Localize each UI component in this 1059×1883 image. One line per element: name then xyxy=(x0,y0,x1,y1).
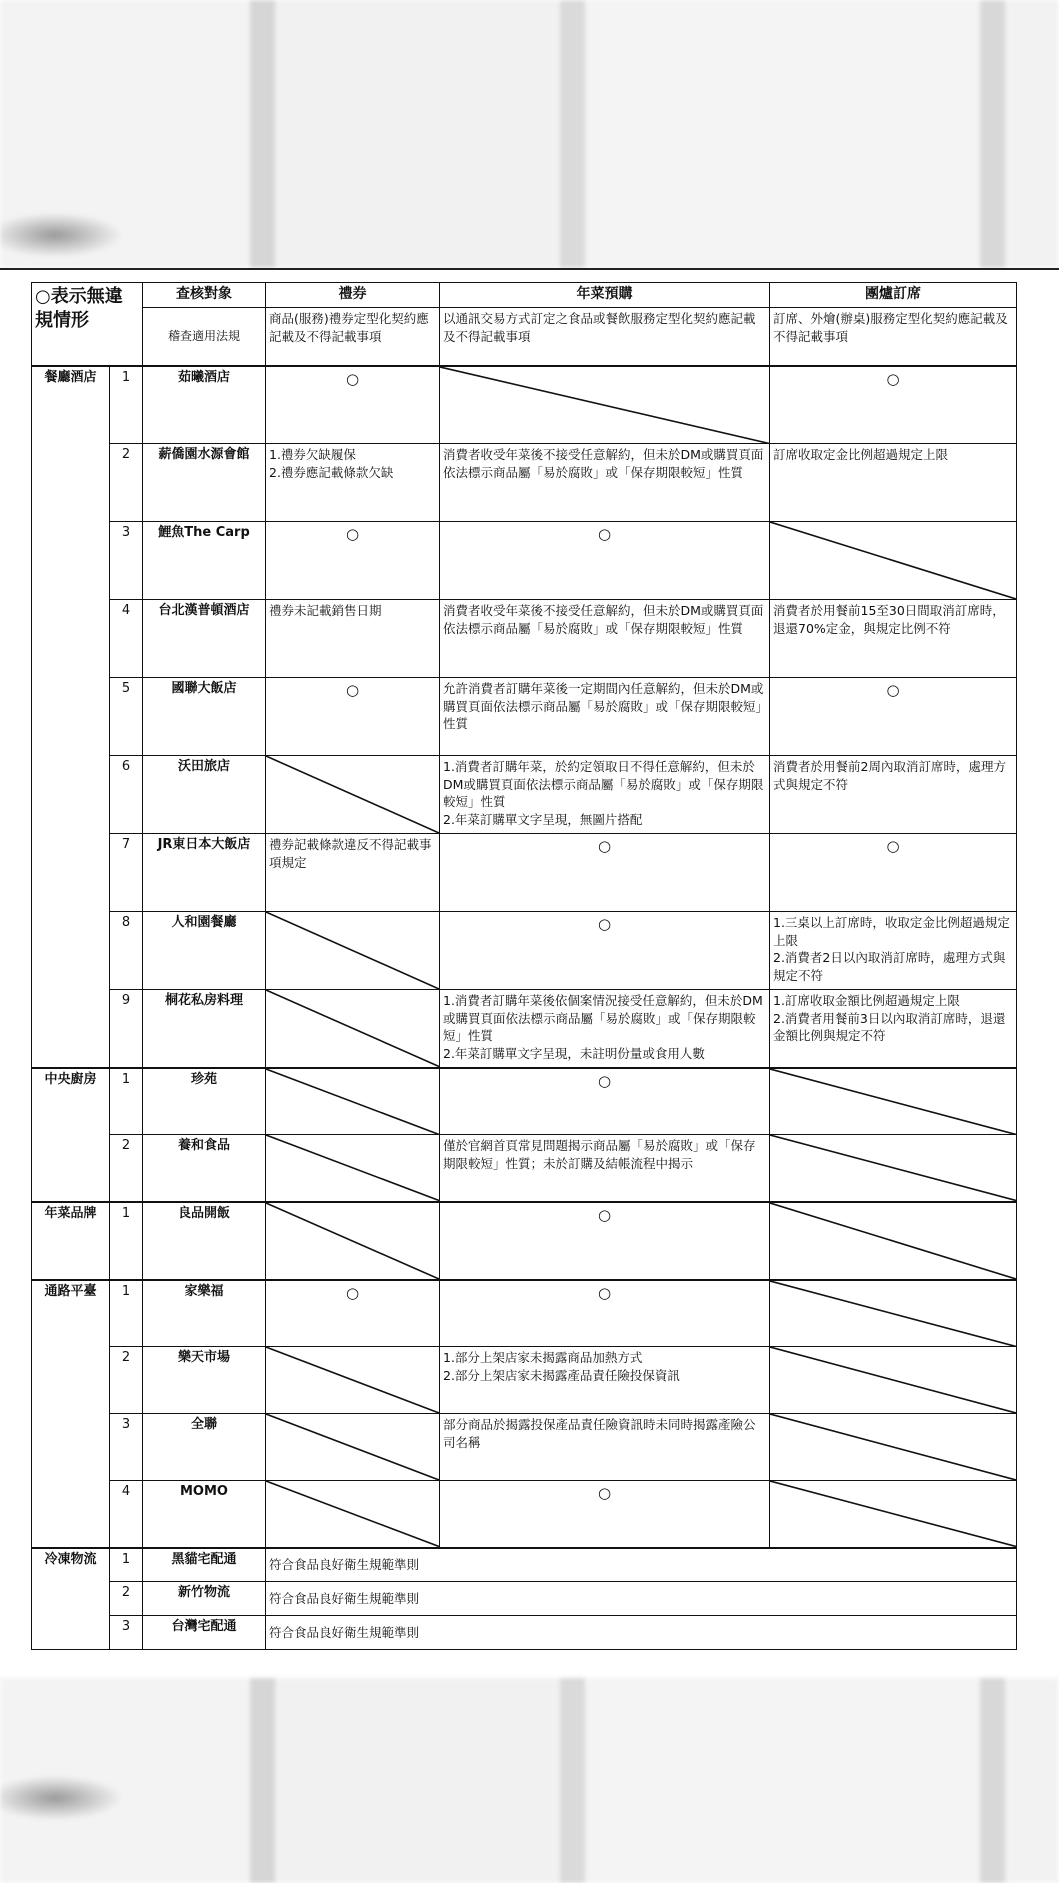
row-number: 1 xyxy=(110,1068,143,1135)
header-row-laws xyxy=(32,308,1017,366)
compliance-note: 符合食品良好衛生規範準則 xyxy=(266,1582,1017,1616)
finding-line: 消費者收受年菜後不接受任意解約，但未於DM或購買頁面依法標示商品屬「易於腐敗」或「保存期限較短」性質 xyxy=(443,603,764,636)
finding-new-year-dish-preorder xyxy=(440,600,770,678)
table-row xyxy=(32,522,1017,600)
finding-line: 2.年菜訂購單文字呈現，未註明份量或食用人數 xyxy=(443,1045,705,1061)
row-number: 7 xyxy=(110,834,143,912)
finding-line: 1.消費者訂購年菜後依個案情況接受任意解約，但未於DM或購買頁面依法標示商品屬「易於腐敗」或「保存期限較短」性質 xyxy=(443,993,763,1043)
diagonal-slash-icon xyxy=(770,522,1016,599)
finding-gift-voucher xyxy=(266,834,440,912)
diagonal-slash-icon xyxy=(266,1135,439,1201)
audit-target-header: 查核對象 xyxy=(143,283,266,308)
finding-line: 僅於官網首頁常見問題揭示商品屬「易於腐敗」或「保存期限較短」性質；未於訂購及結帳流程中揭示 xyxy=(443,1138,756,1171)
finding-new-year-dish-preorder xyxy=(440,678,770,756)
finding-reunion-banquet xyxy=(770,756,1017,834)
table-row xyxy=(32,1481,1017,1548)
category-label: 年菜品牌 xyxy=(32,1202,110,1280)
finding-line: 部分商品於揭露投保產品責任險資訊時未同時揭露產險公司名稱 xyxy=(443,1417,756,1450)
diagonal-slash-icon xyxy=(440,367,769,444)
business-name: 樂天市場 xyxy=(143,1347,266,1414)
row-number: 4 xyxy=(110,1481,143,1548)
not-applicable-cell-gift-voucher xyxy=(266,1135,440,1202)
table-row xyxy=(32,1548,1017,1582)
finding-gift-voucher xyxy=(266,444,440,522)
finding-new-year-dish-preorder xyxy=(440,1347,770,1414)
compliant-mark-new-year-dish-preorder: ○ xyxy=(440,1481,770,1548)
compliant-mark-new-year-dish-preorder: ○ xyxy=(440,522,770,600)
compliant-mark-gift-voucher: ○ xyxy=(266,1280,440,1347)
diagonal-slash-icon xyxy=(770,1414,1016,1480)
finding-line: 1.訂席收取金額比例超過規定上限 xyxy=(773,993,960,1008)
compliant-mark-new-year-dish-preorder: ○ xyxy=(440,912,770,990)
category-label: 中央廚房 xyxy=(32,1068,110,1202)
finding-line: 1.部分上架店家未揭露商品加熱方式 xyxy=(443,1350,643,1365)
category-label: 冷凍物流 xyxy=(32,1548,110,1650)
row-number: 1 xyxy=(110,1280,143,1347)
not-applicable-cell-reunion-banquet xyxy=(770,1068,1017,1135)
not-applicable-cell-reunion-banquet xyxy=(770,1347,1017,1414)
not-applicable-cell-gift-voucher xyxy=(266,1202,440,1280)
not-applicable-cell-reunion-banquet xyxy=(770,1135,1017,1202)
table-row xyxy=(32,1414,1017,1481)
diagonal-slash-icon xyxy=(266,1414,439,1480)
category-label: 通路平臺 xyxy=(32,1280,110,1548)
audit-table-body xyxy=(32,283,1017,1650)
diagonal-slash-icon xyxy=(770,1281,1016,1347)
column-header-new-year-dish-preorder: 年菜預購 xyxy=(440,283,770,308)
finding-new-year-dish-preorder xyxy=(440,756,770,834)
finding-reunion-banquet xyxy=(770,600,1017,678)
table-row xyxy=(32,1582,1017,1616)
business-name: 茹曦酒店 xyxy=(143,366,266,444)
row-number: 4 xyxy=(110,600,143,678)
row-number: 1 xyxy=(110,1202,143,1280)
category-label: 餐廳酒店 xyxy=(32,366,110,1068)
finding-line: 消費者收受年菜後不接受任意解約，但未於DM或購買頁面依法標示商品屬「易於腐敗」或「保存期限較短」性質 xyxy=(443,447,764,480)
compliance-note: 符合食品良好衛生規範準則 xyxy=(266,1616,1017,1650)
row-number: 6 xyxy=(110,756,143,834)
compliant-mark-new-year-dish-preorder: ○ xyxy=(440,1068,770,1135)
law-label: 稽查適用法規 xyxy=(143,308,266,366)
row-number: 2 xyxy=(110,1135,143,1202)
business-name: 良品開飯 xyxy=(143,1202,266,1280)
diagonal-slash-icon xyxy=(266,756,439,833)
finding-new-year-dish-preorder xyxy=(440,1135,770,1202)
finding-line: 2.禮券應記載條款欠缺 xyxy=(269,464,394,480)
business-name: 台灣宅配通 xyxy=(143,1616,266,1650)
table-row xyxy=(32,600,1017,678)
row-number: 9 xyxy=(110,990,143,1068)
row-number: 2 xyxy=(110,1347,143,1414)
law-reunion-banquet: 訂席、外燴(辦桌)服務定型化契約應記載及不得記載事項 xyxy=(770,308,1017,366)
compliant-mark-gift-voucher: ○ xyxy=(266,366,440,444)
blurred-background-bottom xyxy=(0,1678,1059,1883)
not-applicable-cell-gift-voucher xyxy=(266,1481,440,1548)
table-row xyxy=(32,990,1017,1068)
diagonal-slash-icon xyxy=(266,1203,439,1279)
row-number: 1 xyxy=(110,1548,143,1582)
row-number: 1 xyxy=(110,366,143,444)
business-name: 家樂福 xyxy=(143,1280,266,1347)
finding-new-year-dish-preorder xyxy=(440,444,770,522)
finding-line: 禮券記載條款違反不得記載事項規定 xyxy=(269,837,432,870)
table-row xyxy=(32,1135,1017,1202)
not-applicable-cell-gift-voucher xyxy=(266,1414,440,1481)
business-name: 桐花私房料理 xyxy=(143,990,266,1068)
table-row xyxy=(32,1347,1017,1414)
row-number: 3 xyxy=(110,522,143,600)
business-name: 鯉魚The Carp xyxy=(143,522,266,600)
finding-line: 2.部分上架店家未揭露產品責任險投保資訊 xyxy=(443,1367,680,1383)
business-name: 養和食品 xyxy=(143,1135,266,1202)
audit-results-table xyxy=(31,282,1017,1650)
table-row xyxy=(32,756,1017,834)
diagonal-slash-icon xyxy=(266,912,439,989)
row-number: 3 xyxy=(110,1414,143,1481)
diagonal-slash-icon xyxy=(770,1069,1016,1135)
row-number: 8 xyxy=(110,912,143,990)
compliant-mark-reunion-banquet: ○ xyxy=(770,366,1017,444)
finding-line: 允許消費者訂購年菜後一定期間內任意解約，但未於DM或購買頁面依法標示商品屬「易於腐敗」或「保存期限較短」性質 xyxy=(443,681,764,731)
column-header-reunion-banquet: 團爐訂席 xyxy=(770,283,1017,308)
not-applicable-cell-reunion-banquet xyxy=(770,1414,1017,1481)
not-applicable-cell-gift-voucher xyxy=(266,912,440,990)
legend-text: ○表示無違規情形 xyxy=(32,283,143,366)
finding-line: 1.消費者訂購年菜，於約定領取日不得任意解約，但未於DM或購買頁面依法標示商品屬「易於腐敗」或「保存期限較短」性質 xyxy=(443,759,764,809)
finding-new-year-dish-preorder xyxy=(440,990,770,1068)
table-row xyxy=(32,1280,1017,1347)
compliant-mark-gift-voucher: ○ xyxy=(266,522,440,600)
compliant-mark-new-year-dish-preorder: ○ xyxy=(440,1280,770,1347)
diagonal-slash-icon xyxy=(266,1481,439,1547)
finding-line: 消費者於用餐前2周內取消訂席時，處理方式與規定不符 xyxy=(773,759,1006,792)
not-applicable-cell-reunion-banquet xyxy=(770,1202,1017,1280)
header-row-titles xyxy=(32,283,1017,308)
row-number: 2 xyxy=(110,1582,143,1616)
diagonal-slash-icon xyxy=(266,1069,439,1135)
diagonal-slash-icon xyxy=(770,1135,1016,1201)
not-applicable-cell-reunion-banquet xyxy=(770,1280,1017,1347)
row-number: 5 xyxy=(110,678,143,756)
diagonal-slash-icon xyxy=(770,1481,1016,1547)
diagonal-slash-icon xyxy=(266,1347,439,1413)
finding-line: 消費者於用餐前15至30日間取消訂席時，退還70%定金，與規定比例不符 xyxy=(773,603,1005,636)
not-applicable-cell-reunion-banquet xyxy=(770,522,1017,600)
finding-line: 1.禮券欠缺履保 xyxy=(269,447,356,462)
compliant-mark-new-year-dish-preorder: ○ xyxy=(440,1202,770,1280)
business-name: MOMO xyxy=(143,1481,266,1548)
column-header-gift-voucher: 禮券 xyxy=(266,283,440,308)
row-number: 3 xyxy=(110,1616,143,1650)
table-row xyxy=(32,912,1017,990)
finding-line: 2.消費者用餐前3日以內取消訂席時，退還金額比例與規定不符 xyxy=(773,1010,1006,1043)
diagonal-slash-icon xyxy=(266,990,439,1067)
finding-reunion-banquet xyxy=(770,912,1017,990)
finding-new-year-dish-preorder xyxy=(440,1414,770,1481)
compliant-mark-gift-voucher: ○ xyxy=(266,678,440,756)
not-applicable-cell-reunion-banquet xyxy=(770,1481,1017,1548)
law-new-year-dish-preorder: 以通訊交易方式訂定之食品或餐飲服務定型化契約應記載及不得記載事項 xyxy=(440,308,770,366)
finding-line: 禮券未記載銷售日期 xyxy=(269,603,382,618)
table-row xyxy=(32,834,1017,912)
finding-line: 1.三桌以上訂席時，收取定金比例超過規定上限 xyxy=(773,915,1010,948)
table-row xyxy=(32,444,1017,522)
table-row xyxy=(32,1202,1017,1280)
business-name: 沃田旅店 xyxy=(143,756,266,834)
business-name: 新竹物流 xyxy=(143,1582,266,1616)
compliant-mark-new-year-dish-preorder: ○ xyxy=(440,834,770,912)
diagonal-slash-icon xyxy=(770,1203,1016,1279)
business-name: 台北漢普頓酒店 xyxy=(143,600,266,678)
row-number: 2 xyxy=(110,444,143,522)
diagonal-slash-icon xyxy=(770,1347,1016,1413)
finding-line: 訂席收取定金比例超過規定上限 xyxy=(773,447,949,462)
not-applicable-cell-gift-voucher xyxy=(266,1347,440,1414)
business-name: 人和園餐廳 xyxy=(143,912,266,990)
compliance-note: 符合食品良好衛生規範準則 xyxy=(266,1548,1017,1582)
table-row xyxy=(32,366,1017,444)
finding-reunion-banquet xyxy=(770,444,1017,522)
business-name: JR東日本大飯店 xyxy=(143,834,266,912)
compliant-mark-reunion-banquet: ○ xyxy=(770,834,1017,912)
finding-line: 2.消費者2日以內取消訂席時，處理方式與規定不符 xyxy=(773,950,1006,983)
business-name: 黑貓宅配通 xyxy=(143,1548,266,1582)
business-name: 薪僑園水源會館 xyxy=(143,444,266,522)
finding-gift-voucher xyxy=(266,600,440,678)
table-row xyxy=(32,678,1017,756)
not-applicable-cell-gift-voucher xyxy=(266,756,440,834)
not-applicable-cell-gift-voucher xyxy=(266,1068,440,1135)
table-row xyxy=(32,1616,1017,1650)
finding-reunion-banquet xyxy=(770,990,1017,1068)
business-name: 國聯大飯店 xyxy=(143,678,266,756)
not-applicable-cell-gift-voucher xyxy=(266,990,440,1068)
table-row xyxy=(32,1068,1017,1135)
business-name: 全聯 xyxy=(143,1414,266,1481)
blurred-background-top xyxy=(0,0,1059,268)
business-name: 珍苑 xyxy=(143,1068,266,1135)
compliant-mark-reunion-banquet: ○ xyxy=(770,678,1017,756)
law-gift-voucher: 商品(服務)禮券定型化契約應記載及不得記載事項 xyxy=(266,308,440,366)
finding-line: 2.年菜訂購單文字呈現，無圖片搭配 xyxy=(443,811,643,827)
not-applicable-cell-new-year-dish-preorder xyxy=(440,366,770,444)
